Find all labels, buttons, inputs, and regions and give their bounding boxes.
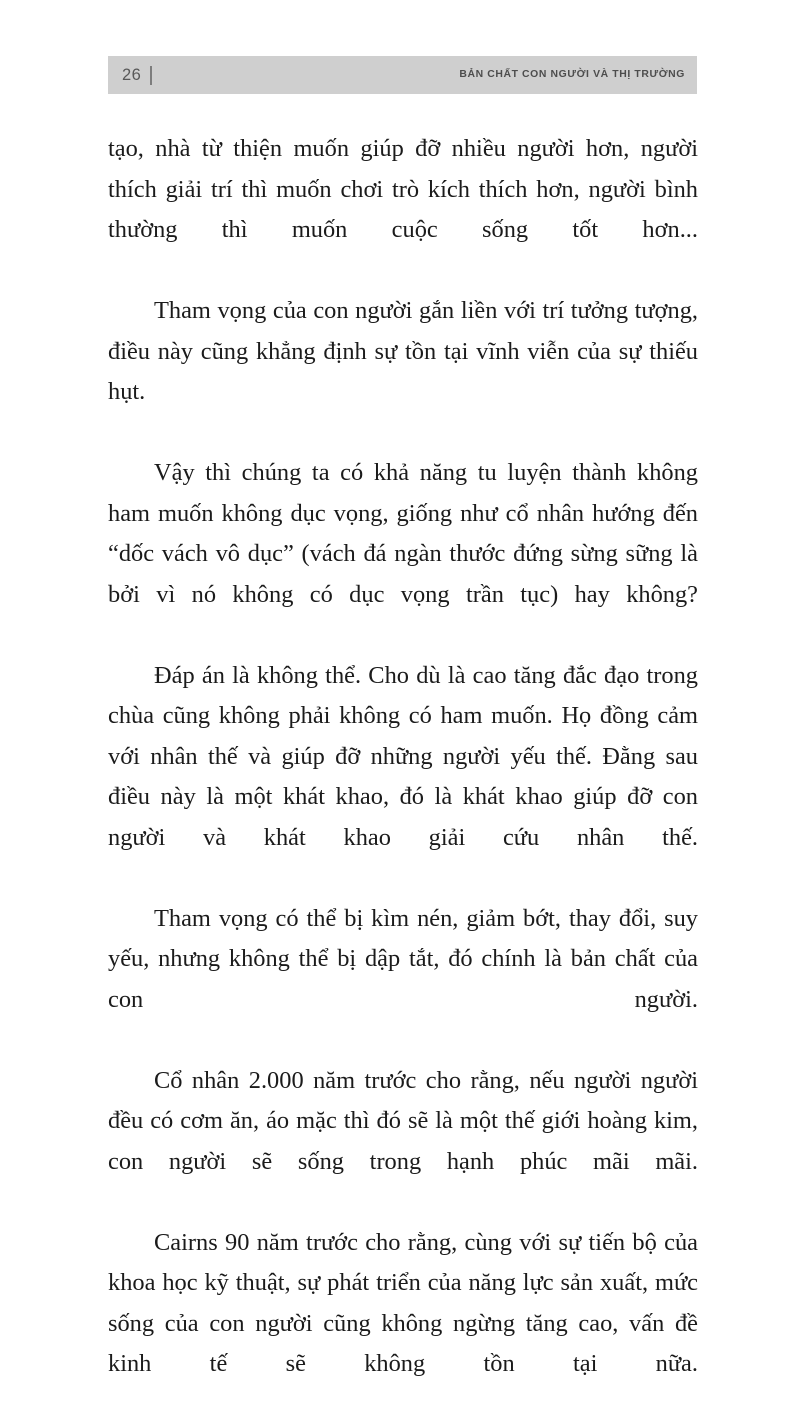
paragraph: tạo, nhà từ thiện muốn giúp đỡ nhiều người hơn, người thích giải trí thì muốn chơi trò kích thích hơn, người bình thường thì muốn cuộc sống tốt hơn... xyxy=(108,129,698,291)
paragraph: Vậy thì chúng ta có khả năng tu luyện thành không ham muốn không dục vọng, giống như cổ nhân hướng đến “dốc vách vô dục” (vách đá ngàn thước đứng sừng sững là bởi vì nó không có dục vọng trần tục) hay không? xyxy=(108,453,698,656)
body-text xyxy=(108,129,698,1425)
paragraph: Tham vọng có thể bị kìm nén, giảm bớt, thay đổi, suy yếu, nhưng không thể bị dập tắt, đó chính là bản chất của con người. xyxy=(108,899,698,1061)
paragraph: Cairns 90 năm trước cho rằng, cùng với sự tiến bộ của khoa học kỹ thuật, sự phát triển của năng lực sản xuất, mức sống của con người cũng không ngừng tăng cao, vấn đề kinh tế sẽ không tồn tại nữa. xyxy=(108,1223,698,1425)
paragraph: Cổ nhân 2.000 năm trước cho rằng, nếu người người đều có cơm ăn, áo mặc thì đó sẽ là một thế giới hoàng kim, con người sẽ sống trong hạnh phúc mãi mãi. xyxy=(108,1061,698,1223)
running-head xyxy=(108,56,697,94)
folio-group xyxy=(122,66,152,85)
page-number: 26 xyxy=(122,67,141,84)
folio-divider-icon xyxy=(150,66,152,85)
paragraph: Tham vọng của con người gắn liền với trí tưởng tượng, điều này cũng khẳng định sự tồn tại vĩnh viễn của sự thiếu hụt. xyxy=(108,291,698,453)
paragraph: Đáp án là không thể. Cho dù là cao tăng đắc đạo trong chùa cũng không phải không có ham muốn. Họ đồng cảm với nhân thế và giúp đỡ những người yếu thế. Đằng sau điều này là một khát khao, đó là khát khao giúp đỡ con người và khát khao giải cứu nhân thế. xyxy=(108,656,698,899)
running-title: BẢN CHẤT CON NGƯỜI VÀ THỊ TRƯỜNG xyxy=(459,70,685,80)
